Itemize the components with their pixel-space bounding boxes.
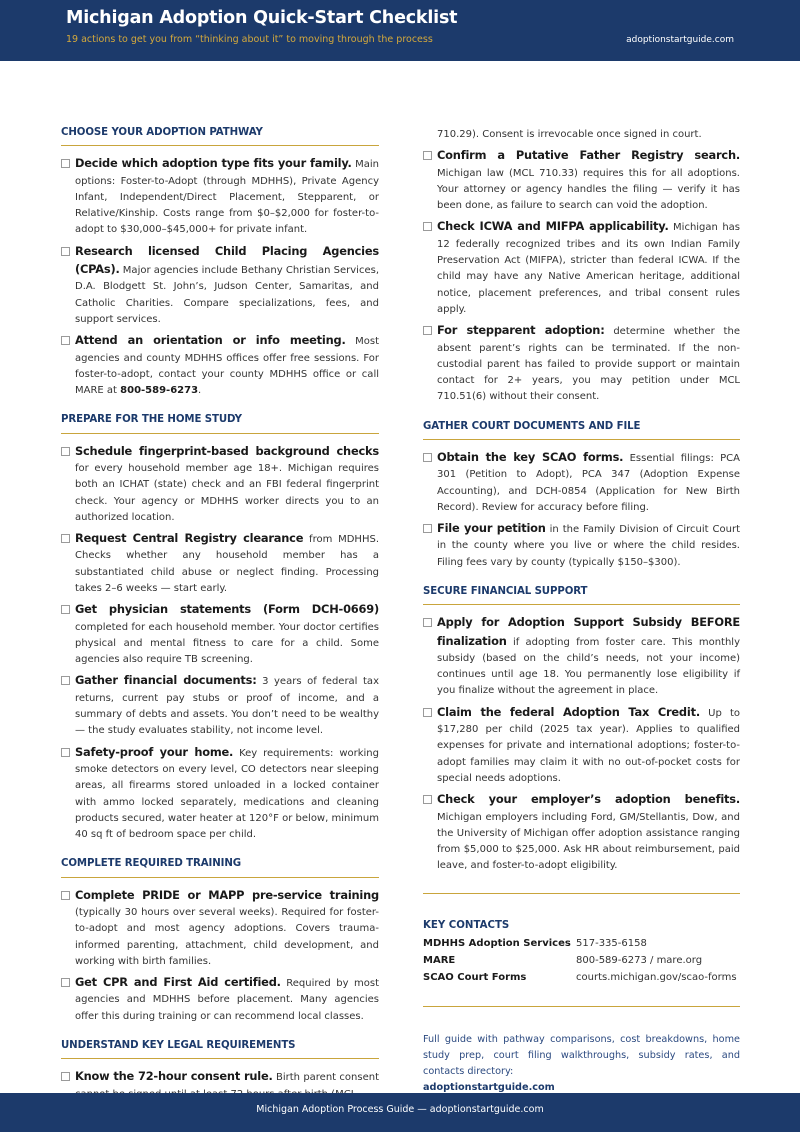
checkbox-icon[interactable] [61,447,70,456]
guide-url-link[interactable]: adoptionstartguide.com [423,1081,555,1093]
contact-value[interactable]: 800-589-6273 / mare.org [576,954,703,966]
checkbox-icon[interactable] [423,524,432,533]
checklist-item[interactable]: Confirm a Putative Father Registry search. Michigan law (MCL 710.33) requires this for all adoptions. Your attorney or agency handles the filing — verify it has been done, as failure to search can void the adoption. [423,147,740,214]
checkbox-icon[interactable] [61,336,70,345]
section-title-legal: UNDERSTAND KEY LEGAL REQUIREMENTS [61,1040,379,1059]
key-contacts-title: KEY CONTACTS [423,919,510,931]
section-title-training: COMPLETE REQUIRED TRAINING [61,858,379,877]
checkbox-icon[interactable] [423,453,432,462]
checkbox-icon[interactable] [423,795,432,804]
checkbox-icon[interactable] [423,151,432,160]
checklist-item[interactable]: Apply for Adoption Support Subsidy BEFORE finalization if adopting from foster care. This monthly subsidy (based on the child’s needs, not your income) continues until age 18. You permanently lose eligibility if you finalize without the agreement in place. [423,614,740,699]
checkbox-icon[interactable] [61,534,70,543]
checklist-item-continued: 710.29). Consent is irrevocable once signed in court. [437,129,702,140]
checklist-item[interactable]: Complete PRIDE or MAPP pre-service training (typically 30 hours over several weeks). Required for foster-to-adopt and most agency adoptions. Covers trauma-informed parenting, attachment, child development, and working with birth families. [61,887,379,970]
checkbox-icon[interactable] [61,978,70,987]
checklist-item[interactable]: File your petition in the Family Division of Circuit Court in the county where you live or where the child resides. Filing fees vary by county (typically $150–$300). [423,520,740,571]
page-footer [0,1093,800,1132]
contact-name: SCAO Court Forms [423,971,527,983]
checkbox-icon[interactable] [61,605,70,614]
checkbox-icon[interactable] [61,159,70,168]
contact-value[interactable]: 517-335-6158 [576,937,647,949]
left-column [61,127,379,1107]
section-title-homestudy: PREPARE FOR THE HOME STUDY [61,414,379,433]
section-title-pathway: CHOOSE YOUR ADOPTION PATHWAY [61,127,379,146]
checklist-item[interactable]: Decide which adoption type fits your family. Main options: Foster-to-Adopt (through MDHHS), Private Agency Infant, Independent/Direct Placement, Stepparent, or Relative/Kinship. Costs range from $0–$2,000 for foster-to-adopt to $30,000–$45,000+ for private infant. [61,155,379,238]
checklist-item[interactable]: For stepparent adoption: determine whether the absent parent’s rights can be terminated. If the non-custodial parent has failed to provide support or maintain contact for 2+ years, you may petition under MCL 710.51(6) without their consent. [423,322,740,405]
section-title-court: GATHER COURT DOCUMENTS AND FILE [423,421,740,440]
checkbox-icon[interactable] [61,891,70,900]
checkbox-icon[interactable] [61,1072,70,1081]
contact-name: MDHHS Adoption Services [423,937,571,949]
checklist-item[interactable]: Attend an orientation or info meeting. Most agencies and county MDHHS offices offer free sessions. For foster-to-adopt, contact your county MDHHS office or call MARE at 800-589-6273. [61,332,379,399]
footer-text: Michigan Adoption Process Guide — adoptionstartguide.com [256,1104,544,1115]
checkbox-icon[interactable] [61,676,70,685]
guide-footnote: Full guide with pathway comparisons, cost breakdowns, home study prep, court filing walkthroughs, subsidy rates, and contacts directory: adoptionstartguide.com [423,1033,740,1093]
checklist-item[interactable]: Check ICWA and MIFPA applicability. Michigan has 12 federally recognized tribes and its own Indian Family Preservation Act (MIFPA), stricter than federal ICWA. If the child may have any Native American heritage, additional notice, placement preferences, and tribal consent rules apply. [423,218,740,318]
checkbox-icon[interactable] [423,618,432,627]
contact-row [423,935,740,952]
checkbox-icon[interactable] [423,222,432,231]
checkbox-icon[interactable] [423,708,432,717]
right-column [423,127,740,1096]
contact-value[interactable]: courts.michigan.gov/scao-forms [576,971,737,983]
checklist-item[interactable]: Claim the federal Adoption Tax Credit. Up to $17,280 per child (2025 tax year). Applies to qualified expenses for private and international adoptions; foster-to-adopt families may claim it with no out-of-pocket costs for special needs adoptions. [423,704,740,787]
section-title-financial: SECURE FINANCIAL SUPPORT [423,586,740,605]
checkbox-icon[interactable] [61,247,70,256]
page-title: Michigan Adoption Quick-Start Checklist [66,8,458,28]
page-subtitle: 19 actions to get you from “thinking about it” to moving through the process [66,34,433,45]
contact-row [423,969,740,986]
checkbox-icon[interactable] [423,326,432,335]
checklist-item[interactable]: Safety-proof your home. Key requirements: working smoke detectors on every level, CO detectors near sleeping areas, all firearms stored unloaded in a locked container with ammo locked separately, medications and cleaning products secured, water heater at 120°F or below, minimum 40 sq ft of bedroom space per child. [61,744,379,844]
page-header [0,0,800,61]
key-contacts [423,893,740,1007]
checklist-item[interactable]: Know the 72-hour consent rule. Birth parent consent [61,1068,379,1103]
checklist-item[interactable]: Get CPR and First Aid certified. Required by most agencies and MDHHS before placement. Many agencies offer this during training or can recommend local classes. [61,974,379,1025]
contact-name: MARE [423,954,456,966]
checklist-item[interactable]: Obtain the key SCAO forms. Essential filings: PCA 301 (Petition to Adopt), PCA 347 (Adoption Expense Accounting), and DCH-0854 (Application for New Birth Record). Review for accuracy before filing. [423,449,740,516]
checklist-item[interactable]: Check your employer’s adoption benefits. Michigan employers including Ford, GM/Stellantis, Dow, and the University of Michigan offer adoption assistance ranging from $5,000 to $25,000. Ask HR about reimbursement, paid leave, and foster-to-adopt eligibility. [423,791,740,874]
checkbox-icon[interactable] [61,748,70,757]
checklist-item[interactable]: Request Central Registry clearance from MDHHS. Checks whether any household member has a substantiated child abuse or neglect finding. Processing takes 2–6 weeks — start early. [61,530,379,597]
checklist-item[interactable]: Get physician statements (Form DCH-0669) completed for each household member. Your doctor certifies physical and mental fitness to care for a child. Some agencies also require TB screening. [61,601,379,668]
checklist-item[interactable]: Schedule fingerprint-based background checks for every household member age 18+. Michigan requires both an ICHAT (state) check and an FBI federal fingerprint check. Your agency or MDHHS worker directs you to an authorized location. [61,443,379,526]
checklist-item[interactable]: Research licensed Child Placing Agencies (CPAs). Major agencies include Bethany Christian Services, D.A. Blodgett St. John’s, Judson Center, Samaritas, and Catholic Charities. Compare specializations, fees, and support services. [61,243,379,328]
header-site-link[interactable]: adoptionstartguide.com [626,35,734,45]
checklist-item[interactable]: Gather financial documents: 3 years of federal tax returns, current pay stubs or proof of income, and a summary of debts and assets. You don’t need to be wealthy — the study evaluates stability, not income level. [61,672,379,739]
contact-row [423,952,740,969]
